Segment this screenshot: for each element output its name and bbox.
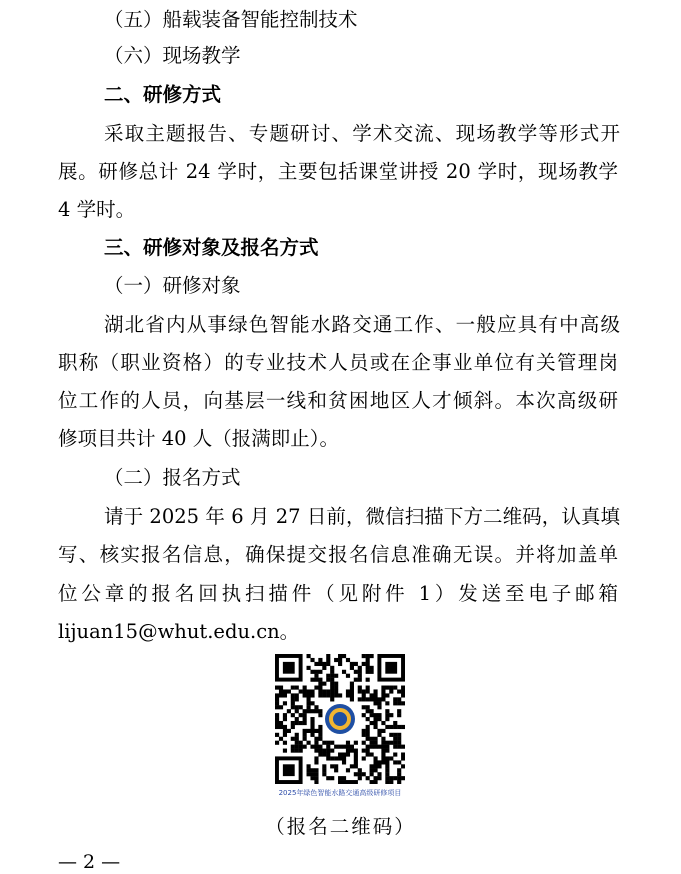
item-six: （六）现场教学 [104,44,241,67]
page-number: — 2 — [58,851,121,873]
paragraph-registration-line-3: 位公章的报名回执扫描件（见附件 1）发送至电子邮箱 [58,582,618,605]
subheading-target: （一）研修对象 [104,274,241,297]
item-five: （五）船载装备智能控制技术 [104,8,358,31]
heading-study-method: 二、研修方式 [104,83,222,106]
paragraph-target-line-4: 修项目共计 40 人（报满即止）。 [58,427,339,450]
paragraph-registration-line-2: 写、核实报名信息，确保提交报名信息准确无误。并将加盖单 [58,543,618,566]
qr-code-icon [275,654,405,784]
paragraph-target-line-1: 湖北省内从事绿色智能水路交通工作、一般应具有中高级 [104,313,620,336]
paragraph-target-line-2: 职称（职业资格）的专业技术人员或在企事业单位有关管理岗 [58,351,618,374]
paragraph-registration-line-1: 请于 2025 年 6 月 27 日前，微信扫描下方二维码，认真填 [104,505,620,528]
subheading-registration: （二）报名方式 [104,466,241,489]
email-line: lijuan15@whut.edu.cn。 [58,620,300,643]
paragraph-method-line-2: 展。研修总计 24 学时，主要包括课堂讲授 20 学时，现场教学 [58,160,618,183]
heading-target-registration: 三、研修对象及报名方式 [104,236,319,259]
paragraph-method-line-3: 4 学时。 [58,198,136,221]
paragraph-target-line-3: 位工作的人员，向基层一线和贫困地区人才倾斜。本次高级研 [58,389,618,412]
qr-label: （报名二维码） [265,815,416,838]
qr-caption: 2025年绿色智能水路交通高级研修项目 [278,789,402,797]
paragraph-method-line-1: 采取主题报告、专题研讨、学术交流、现场教学等形式开 [104,122,620,145]
